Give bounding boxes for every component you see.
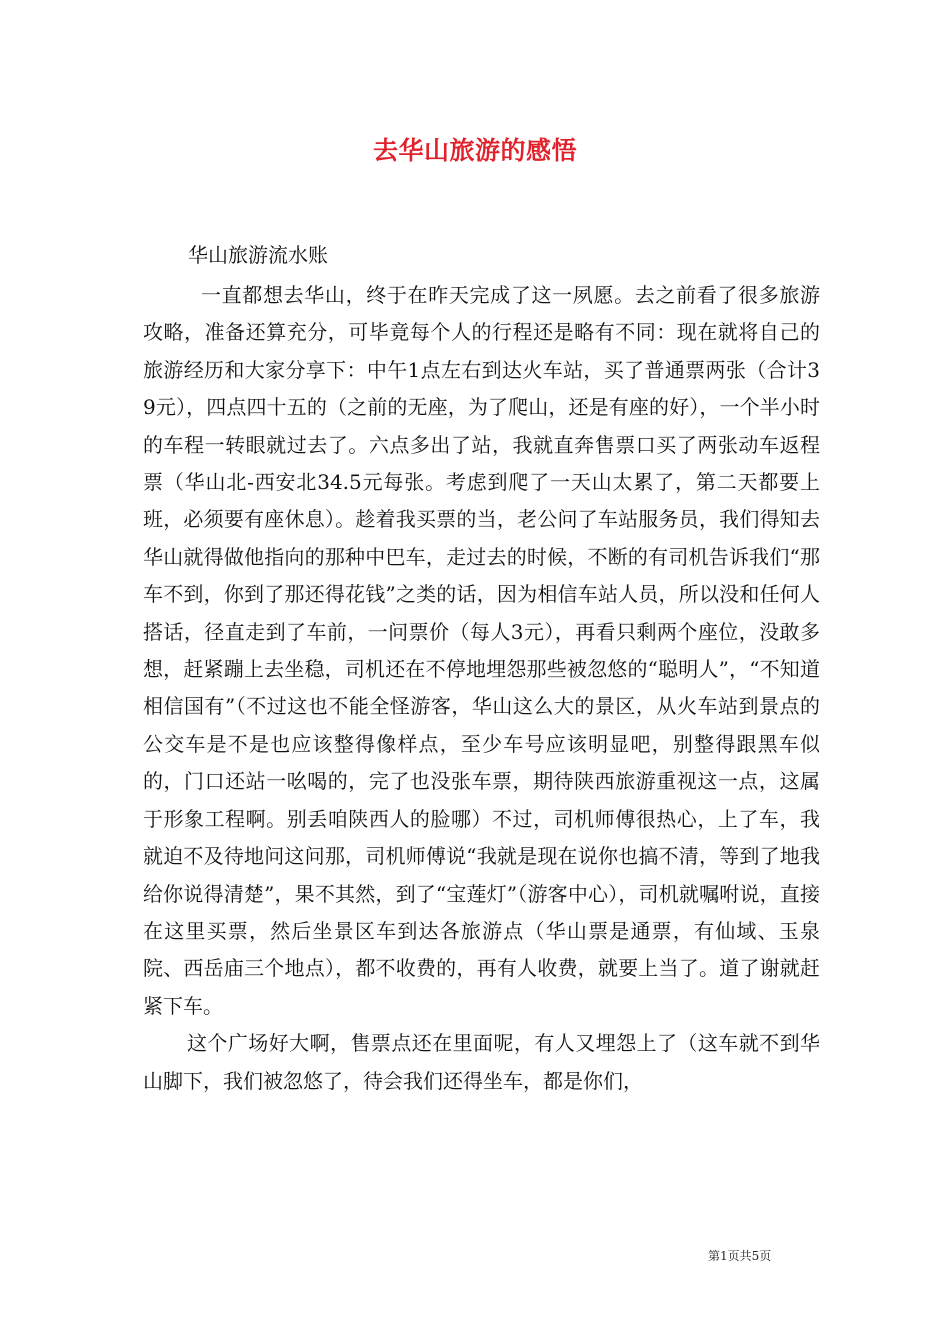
- page-number: 第1页共5页: [708, 1249, 772, 1263]
- paragraph-1: 一直都想去华山，终于在昨天完成了这一夙愿。去之前看了很多旅游攻略，准备还算充分，可毕竟每个人的行程还是略有不同：现在就将自己的旅游经历和大家分享下：中午1点左右到达火车站，买了普通票两张（合计39元），四点四十五的（之前的无座，为了爬山，还是有座的好），一个半小时的车程一转眼就过去了。六点多出了站，我就直奔售票口买了两张动车返程票（华山北-西安北34.5元每张。考虑到爬了一天山太累了，第二天都要上班，必须要有座休息）。趁着我买票的当，老公问了车站服务员，我们得知去华山就得做他指向的那种中巴车，走过去的时候，不断的有司机告诉我们“那车不到，你到了那还得花钱”之类的话，因为相信车站人员，所以没和任何人搭话，径直走到了车前，一问票价（每人3元），再看只剩两个座位，没敢多想，赶紧蹦上去坐稳，司机还在不停地埋怨那些被忽悠的“聪明人”，“不知道相信国有”（不过这也不能全怪游客，华山这么大的景区，从火车站到景点的公交车是不是也应该整得像样点，至少车号应该明显吧，别整得跟黑车似的，门口还站一吆喝的，完了也没张车票，期待陕西旅游重视这一点，这属于形象工程啊。别丢咱陕西人的脸哪）不过，司机师傅很热心，上了车，我就迫不及待地问这问那，司机师傅说“我就是现在说你也搞不清，等到了地我给你说得清楚”，果不其然，到了“宝莲灯”（游客中心），司机就嘱咐说，直接在这里买票，然后坐景区车到达各旅游点（华山票是通票，有仙域、玉泉院、西岳庙三个地点），都不收费的，再有人收费，就要上当了。道了谢就赶紧下车。: [143, 283, 820, 1018]
- paragraph-2: 这个广场好大啊，售票点还在里面呢，有人又埋怨上了（这车就不到华山脚下，我们被忽悠了，待会我们还得坐车，都是你们，: [143, 1031, 820, 1093]
- document-body: [143, 277, 820, 1100]
- document-subtitle: 华山旅游流水账: [188, 243, 328, 267]
- document-title: 去华山旅游的感悟: [372, 136, 577, 165]
